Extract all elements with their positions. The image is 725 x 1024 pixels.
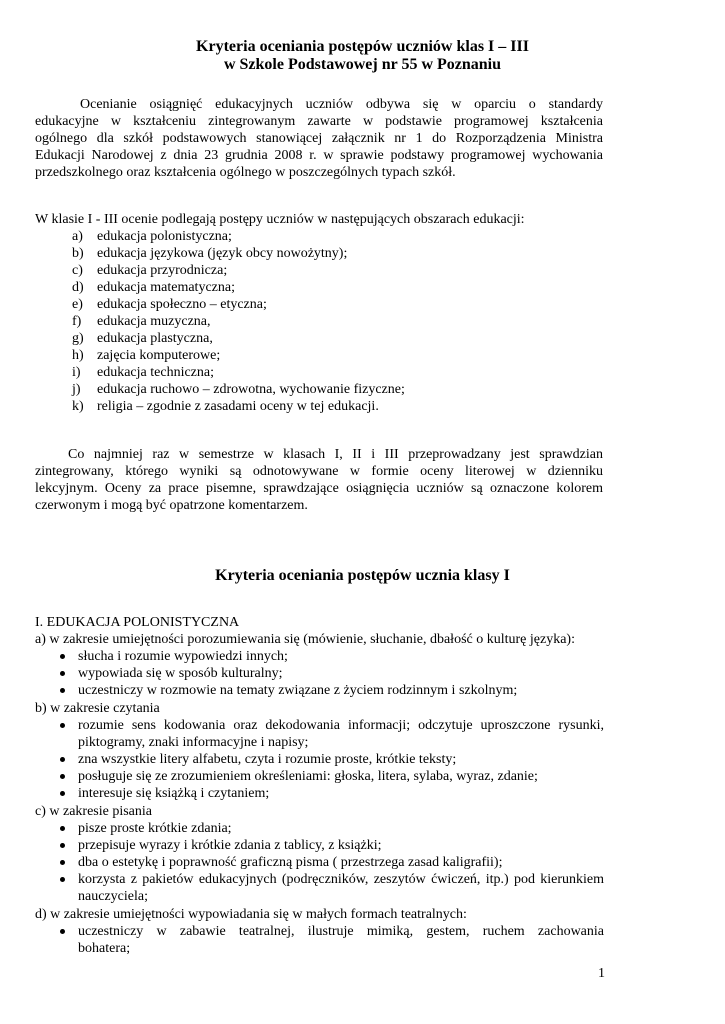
intro-line: Edukacji Narodowej z dnia 23 grudnia 2008 r. w sprawie podstawy programowej wychowania — [35, 148, 603, 163]
list-item — [72, 245, 612, 262]
list-item — [60, 871, 604, 905]
list-item-text: nauczyciela; — [78, 889, 148, 904]
list-marker: k) — [72, 399, 84, 414]
page-number: 1 — [598, 966, 605, 981]
intro-paragraph — [35, 96, 603, 181]
list-item — [60, 854, 604, 871]
areas-list — [72, 228, 612, 415]
list-marker: e) — [72, 297, 83, 312]
list-item — [60, 785, 604, 802]
list-item — [72, 330, 612, 347]
section-title: I. EDUKACJA POLONISTYCZNA — [35, 615, 240, 630]
list-item-text: interesuje się książką i czytaniem; — [78, 786, 270, 801]
intro-line — [35, 164, 603, 181]
bullet-icon — [60, 723, 65, 728]
list-item — [60, 768, 604, 785]
list-marker: c) — [72, 263, 83, 278]
list-item-text: edukacja społeczno – etyczna; — [97, 297, 267, 312]
bullet-icon — [60, 688, 65, 693]
subsection-c-heading: c) w zakresie pisania — [35, 804, 152, 819]
list-item — [72, 313, 612, 330]
document-title-line-2: w Szkole Podstawowej nr 55 w Poznaniu — [223, 56, 502, 73]
list-marker: a) — [72, 229, 83, 244]
bullet-icon — [60, 877, 65, 882]
list-item-text: religia – zgodnie z zasadami oceny w tej edukacji. — [97, 399, 379, 414]
list-item-text: edukacja językowa (język obcy nowożytny); — [97, 246, 348, 261]
list-item — [72, 398, 612, 415]
list-marker: i) — [72, 365, 81, 380]
intro-line-text: przedszkolnego oraz kształcenia ogólnego w poszczególnych typach szkół. — [35, 165, 456, 180]
semester-paragraph — [35, 446, 603, 514]
list-item — [72, 296, 612, 313]
intro-line: Ocenianie osiągnięć edukacyjnych uczniów odbywa się w oparciu o standardy — [80, 97, 603, 112]
list-marker: j) — [72, 382, 81, 397]
list-item — [60, 751, 604, 768]
bullet-icon — [60, 791, 65, 796]
subsection-b-heading: b) w zakresie czytania — [35, 701, 160, 716]
list-item-text: uczestniczy w rozmowie na tematy związane z życiem rodzinnym i szkolnym; — [78, 683, 518, 698]
bullet-icon — [60, 757, 65, 762]
document-title-line-1: Kryteria oceniania postępów uczniów klas I – III — [196, 38, 529, 55]
list-marker: f) — [72, 314, 82, 329]
bullet-icon — [60, 654, 65, 659]
subsection-a-heading: a) w zakresie umiejętności porozumiewania się (mówienie, słuchanie, dbałość o kulturę języka): — [35, 632, 575, 647]
list-item-text: edukacja muzyczna, — [97, 314, 211, 329]
list-item-text: przepisuje wyrazy i krótkie zdania z tablicy, z książki; — [78, 838, 382, 853]
list-item — [60, 648, 604, 665]
semester-line: Co najmniej raz w semestrze w klasach I, II i III przeprowadzany jest sprawdzian — [68, 447, 603, 462]
list-item-text: posługuje się ze zrozumieniem określeniami: głoska, litera, sylaba, wyraz, zdanie; — [78, 769, 538, 784]
list-item-text: pisze proste krótkie zdania; — [78, 821, 232, 836]
list-item-text: edukacja matematyczna; — [97, 280, 235, 295]
list-item-text: korzysta z pakietów edukacyjnych (podręczników, zeszytów ćwiczeń, itp.) pod kierunkiem — [78, 872, 604, 887]
bullet-icon — [60, 843, 65, 848]
areas-lead: W klasie I - III ocenie podlegają postępy uczniów w następujących obszarach edukacji: — [35, 212, 525, 227]
semester-line: lekcyjnym. Oceny za prace pisemne, sprawdzające osiągnięcia uczniów są oznaczone kolorem — [35, 481, 603, 496]
list-marker: b) — [72, 246, 84, 261]
list-item-text: zajęcia komputerowe; — [97, 348, 221, 363]
list-item-text: edukacja przyrodnicza; — [97, 263, 228, 278]
list-item-text: uczestniczy w zabawie teatralnej, ilustruje mimiką, gestem, ruchem zachowania — [78, 924, 604, 939]
subsection-d-list — [60, 923, 604, 957]
list-item — [72, 364, 612, 381]
list-item-text: edukacja techniczna; — [97, 365, 214, 380]
intro-line: ogólnego dla szkół podstawowych stanowiącej załącznik nr 1 do Rozporządzenia Ministra — [35, 131, 603, 146]
list-item-text: zna wszystkie litery alfabetu, czyta i rozumie proste, krótkie teksty; — [78, 752, 457, 767]
semester-line — [35, 497, 603, 514]
list-item-text: edukacja polonistyczna; — [97, 229, 232, 244]
bullet-icon — [60, 860, 65, 865]
bullet-icon — [60, 774, 65, 779]
list-item — [72, 228, 612, 245]
subsection-b-list — [60, 717, 604, 802]
semester-line-text: czerwonym i mogą być opatrzone komentarzem. — [35, 498, 308, 513]
list-item-text: słucha i rozumie wypowiedzi innych; — [78, 649, 288, 664]
list-item — [60, 820, 604, 837]
list-item-text: rozumie sens kodowania oraz dekodowania informacji; odczytuje uproszczone rysunki, — [78, 718, 604, 733]
list-item — [72, 279, 612, 296]
list-marker: d) — [72, 280, 84, 295]
list-marker: g) — [72, 331, 84, 346]
list-item-text: edukacja plastyczna, — [97, 331, 213, 346]
list-item — [60, 837, 604, 854]
subsection-c-list — [60, 820, 604, 905]
list-item — [72, 262, 612, 279]
list-item — [60, 665, 604, 682]
list-item — [72, 347, 612, 364]
list-item-text: edukacja ruchowo – zdrowotna, wychowanie fizyczne; — [97, 382, 405, 397]
list-item-text: wypowiada się w sposób kulturalny; — [78, 666, 283, 681]
list-item — [60, 717, 604, 751]
bullet-icon — [60, 826, 65, 831]
list-item-text: piktogramy, znaki informacyjne i napisy; — [78, 735, 309, 750]
intro-line: edukacyjne w kształceniu zintegrowanym zawarte w podstawie programowej kształcenia — [35, 114, 603, 129]
list-marker: h) — [72, 348, 84, 363]
list-item — [72, 381, 612, 398]
list-item — [60, 923, 604, 957]
subsection-d-heading: d) w zakresie umiejętności wypowiadania się w małych formach teatralnych: — [35, 907, 467, 922]
subsection-a-list — [60, 648, 604, 699]
list-item-text: dba o estetykę i poprawność graficzną pisma ( przestrzega zasad kaligrafii); — [78, 855, 503, 870]
class1-heading: Kryteria oceniania postępów ucznia klasy I — [215, 567, 510, 584]
semester-line: zintegrowany, którego wyniki są odnotowywane w formie oceny literowej w dzienniku — [35, 464, 603, 479]
list-item-text: bohatera; — [78, 941, 131, 956]
bullet-icon — [60, 671, 65, 676]
bullet-icon — [60, 929, 65, 934]
list-item — [60, 682, 604, 699]
